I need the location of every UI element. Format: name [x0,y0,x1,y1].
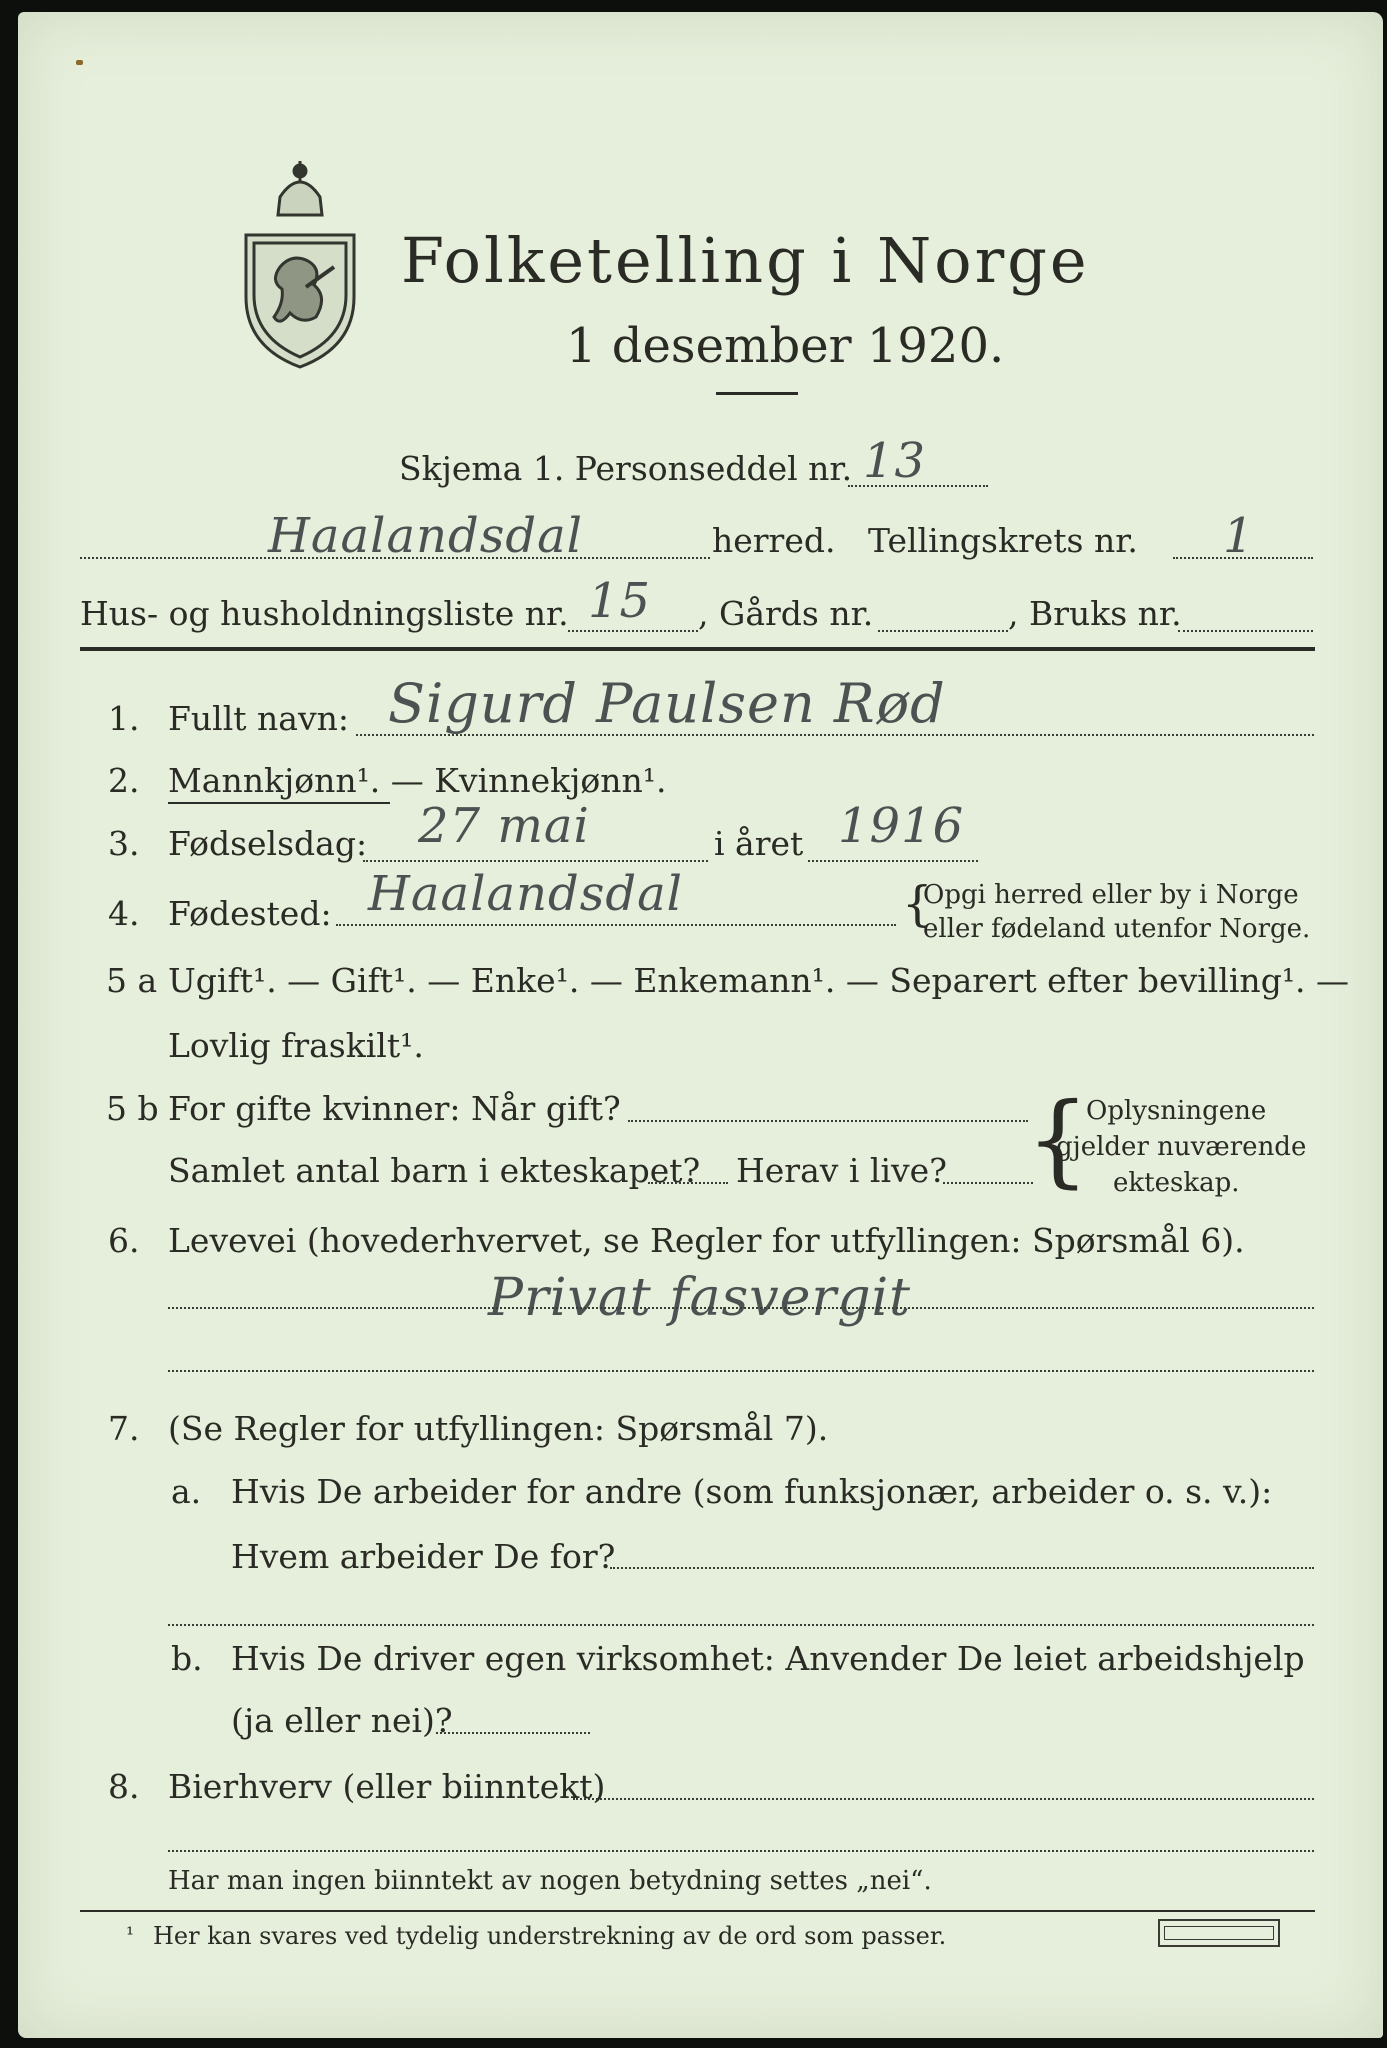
husholdningsliste-label: Hus- og husholdningsliste nr. [80,594,569,633]
herred-value[interactable]: Haalandsdal [268,508,584,564]
q7b-line1: Hvis De driver egen virksomhet: Anvender De leiet arbeidshjelp [231,1639,1305,1678]
printer-stamp [1158,1919,1280,1947]
q6-value[interactable]: Privat fasvergit [488,1268,912,1328]
q7-number: 7. [108,1409,140,1448]
q1-value[interactable]: Sigurd Paulsen Rød [388,672,946,735]
q2-number: 2. [108,761,140,800]
q5b-children-line [648,1182,728,1184]
q5b-line2a: Samlet antal barn i ekteskapet? [168,1151,701,1190]
q3-label: Fødselsdag: [168,824,368,863]
q4-line [336,924,896,926]
gards-label: , Gårds nr. [698,594,874,633]
q6-label: Levevei (hovederhvervet, se Regler for utfyllingen: Spørsmål 6). [168,1221,1245,1260]
q8-number: 8. [108,1767,140,1806]
q2-underline [168,802,390,804]
q4-note-line1: Opgi herred eller by i Norge [923,880,1299,910]
ink-speck [76,60,83,65]
q1-number: 1. [108,699,140,738]
q3-year-value[interactable]: 1916 [838,798,965,854]
q4-note-line2: eller fødeland utenfor Norge. [923,914,1311,944]
q6-line2 [168,1370,1314,1372]
title-divider [716,392,798,395]
q4-brace: { [902,876,933,932]
husholdningsliste-value[interactable]: 15 [588,573,652,629]
q5b-note-line1: Oplysningene [1086,1096,1267,1126]
q5b-number: 5 b [106,1089,159,1128]
q7a-line [610,1567,1314,1569]
q5a-line2[interactable]: Lovlig fraskilt¹. [168,1026,424,1065]
q5a-line1[interactable]: Ugift¹. — Gift¹. — Enke¹. — Enkemann¹. — Separert efter bevilling¹. — [168,961,1350,1000]
q8-line [573,1798,1314,1800]
bruks-line [1178,630,1313,632]
q1-label: Fullt navn: [168,699,349,738]
bruks-label: , Bruks nr. [1008,594,1182,633]
q5b-brace: { [1026,1081,1090,1198]
census-form [18,12,1383,2038]
q7b-line [436,1732,590,1734]
coat-of-arms-icon [236,157,364,372]
skjema-number[interactable]: 13 [863,433,927,489]
q7a-line-extra [168,1624,1314,1626]
q5b-note-line3: ekteskap. [1113,1168,1240,1198]
q8-line-extra [168,1850,1314,1852]
q5b-line2b: Herav i live? [736,1151,947,1190]
q7b-line2: (ja eller nei)? [231,1701,453,1740]
q3-line [363,860,708,862]
q5b-married-line [628,1120,1028,1122]
q7a-letter: a. [171,1472,202,1511]
footnote-mark: ¹ [126,1922,135,1946]
q6-line1 [168,1307,1314,1309]
q2-label[interactable]: Mannkjønn¹. — Kvinnekjønn¹. [168,761,667,800]
form-subtitle: 1 desember 1920. [566,318,1005,374]
q7a-line2: Hvem arbeider De for? [231,1537,616,1576]
q7a-line1: Hvis De arbeider for andre (som funksjonær, arbeider o. s. v.): [231,1472,1273,1511]
q6-number: 6. [108,1221,140,1260]
q4-value[interactable]: Haalandsdal [368,866,684,922]
q8-note: Har man ingen biinntekt av nogen betydning settes „nei“. [168,1866,932,1896]
q5a-number: 5 a [106,961,158,1000]
q5b-line1: For gifte kvinner: Når gift? [168,1089,621,1128]
q7b-letter: b. [171,1639,203,1678]
gards-line [878,630,1008,632]
form-title: Folketelling i Norge [401,224,1090,297]
tellingskrets-label: Tellingskrets nr. [868,521,1138,560]
herred-label: herred. [712,521,836,560]
header-divider [80,647,1315,651]
tellingskrets-value[interactable]: 1 [1223,508,1255,564]
skjema-label: Skjema 1. Personseddel nr. [399,449,853,488]
q5b-note-line2: gjelder nuværende [1056,1132,1307,1162]
husholdningsliste-line [568,630,698,632]
q8-label: Bierhverv (eller biinntekt) [168,1767,606,1806]
q3-number: 3. [108,824,140,863]
q3-value[interactable]: 27 mai [418,798,590,854]
q5b-alive-line [943,1182,1033,1184]
footnote-divider [80,1910,1315,1912]
footnote-text: Her kan svares ved tydelig understrekning av de ord som passer. [153,1922,947,1950]
q4-number: 4. [108,894,140,933]
q3-year-line [808,860,978,862]
q7-label: (Se Regler for utfyllingen: Spørsmål 7). [168,1409,829,1448]
q3-year-label: i året [714,824,804,863]
q4-label: Fødested: [168,894,332,933]
